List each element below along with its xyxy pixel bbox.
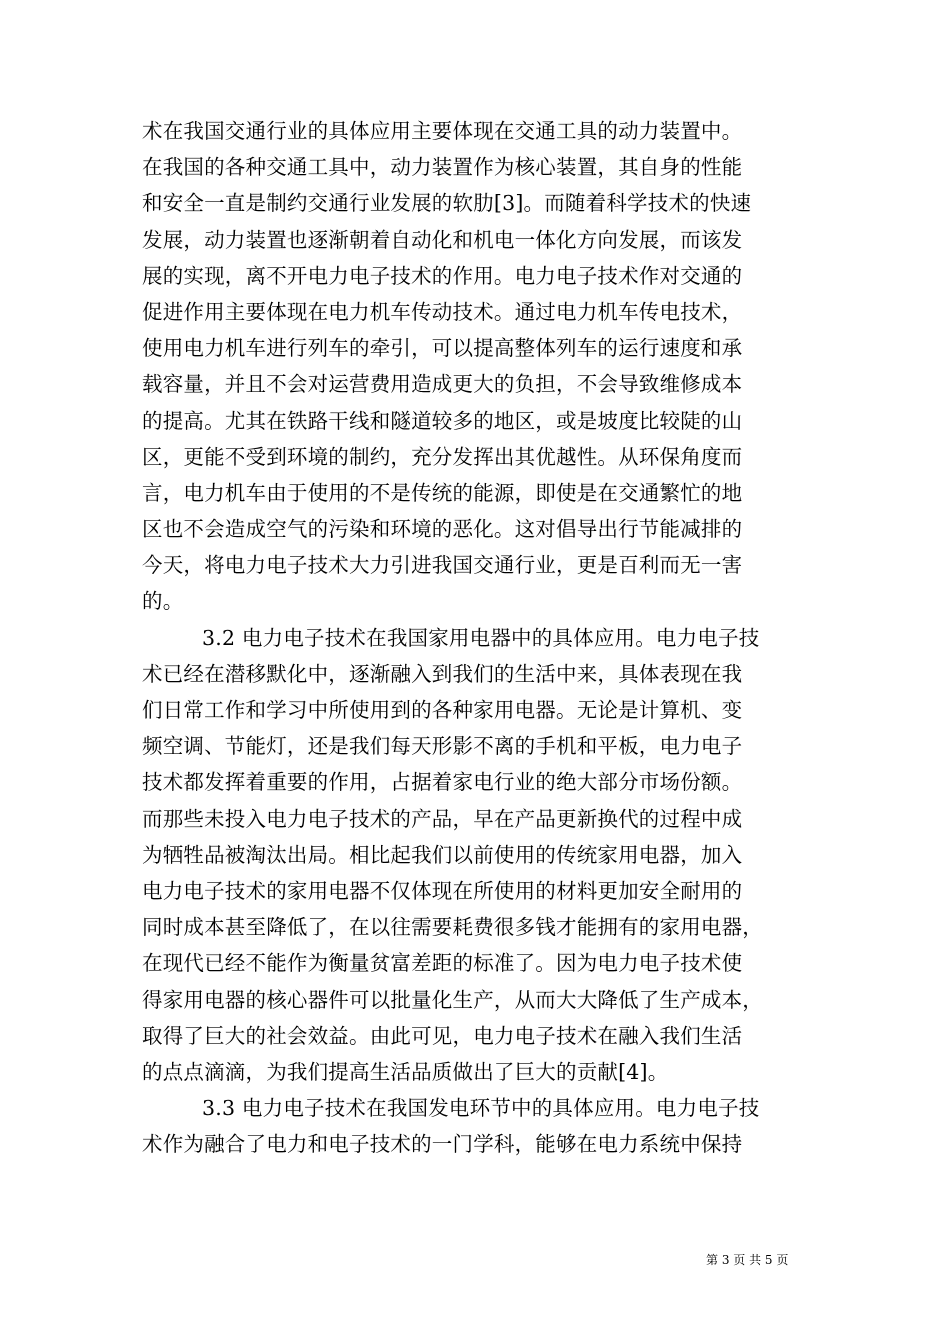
text-line: 得家用电器的核心器件可以批量化生产，从而大大降低了生产成本， [142, 987, 763, 1012]
paragraph-continuation [142, 113, 810, 620]
text-line: 电力电子技术的家用电器不仅体现在所使用的材料更加安全耐用的 [142, 878, 743, 903]
paragraph-3-2 [142, 620, 810, 1090]
text-line: 取得了巨大的社会效益。由此可见，电力电子技术在融入我们生活 [142, 1023, 743, 1048]
text-line: 同时成本甚至降低了，在以往需要耗费很多钱才能拥有的家用电器， [142, 915, 763, 940]
text-line: 区，更能不受到环境的制约，充分发挥出其优越性。从环保角度而 [142, 444, 743, 469]
text-line: 使用电力机车进行列车的牵引，可以提高整体列车的运行速度和承 [142, 336, 743, 361]
text-line: 展的实现，离不开电力电子技术的作用。电力电子技术作对交通的 [142, 263, 743, 288]
text-line: 载容量，并且不会对运营费用造成更大的负担，不会导致维修成本 [142, 372, 743, 397]
text-line: 发展，动力装置也逐渐朝着自动化和机电一体化方向发展，而该发 [142, 227, 743, 252]
document-body [142, 113, 810, 1162]
text-line: 而那些未投入电力电子技术的产品，早在产品更新换代的过程中成 [142, 806, 743, 831]
text-line: 区也不会造成空气的污染和环境的恶化。这对倡导出行节能减排的 [142, 517, 743, 542]
text-line: 在现代已经不能作为衡量贫富差距的标准了。因为电力电子技术使 [142, 951, 743, 976]
text-line: 的。 [142, 589, 184, 614]
page-number-footer: 第 3 页 共 5 页 [706, 1253, 789, 1267]
text-line: 的点点滴滴，为我们提高生活品质做出了巨大的贡献[4]。 [142, 1059, 669, 1084]
text-line: 术作为融合了电力和电子技术的一门学科，能够在电力系统中保持 [142, 1132, 743, 1157]
text-line: 技术都发挥着重要的作用，占据着家电行业的绝大部分市场份额。 [142, 770, 743, 795]
paragraph-first-line: 3.2 电力电子技术在我国家用电器中的具体应用。电力电子技 [202, 625, 760, 650]
paragraph-first-line: 3.3 电力电子技术在我国发电环节中的具体应用。电力电子技 [202, 1096, 760, 1121]
text-line: 们日常工作和学习中所使用到的各种家用电器。无论是计算机、变 [142, 698, 743, 722]
text-line: 频空调、节能灯，还是我们每天形影不离的手机和平板，电力电子 [142, 734, 743, 759]
text-line: 在我国的各种交通工具中，动力装置作为核心装置，其自身的性能 [142, 155, 743, 180]
text-line: 的提高。尤其在铁路干线和隧道较多的地区，或是坡度比较陡的山 [142, 408, 743, 433]
text-line: 今天，将电力电子技术大力引进我国交通行业，更是百利而无一害 [142, 553, 743, 578]
text-line: 促进作用主要体现在电力机车传动技术。通过电力机车传电技术， [142, 299, 743, 324]
text-line: 术已经在潜移默化中，逐渐融入到我们的生活中来，具体表现在我 [142, 661, 743, 686]
paragraph-3-3 [142, 1090, 810, 1162]
text-line: 言，电力机车由于使用的不是传统的能源，即使是在交通繁忙的地 [142, 480, 743, 505]
text-line: 和安全一直是制约交通行业发展的软肋[3]。而随着科学技术的快速 [142, 191, 752, 216]
text-line: 术在我国交通行业的具体应用主要体现在交通工具的动力装置中。 [142, 119, 743, 143]
text-line: 为牺牲品被淘汰出局。相比起我们以前使用的传统家用电器，加入 [142, 842, 743, 867]
